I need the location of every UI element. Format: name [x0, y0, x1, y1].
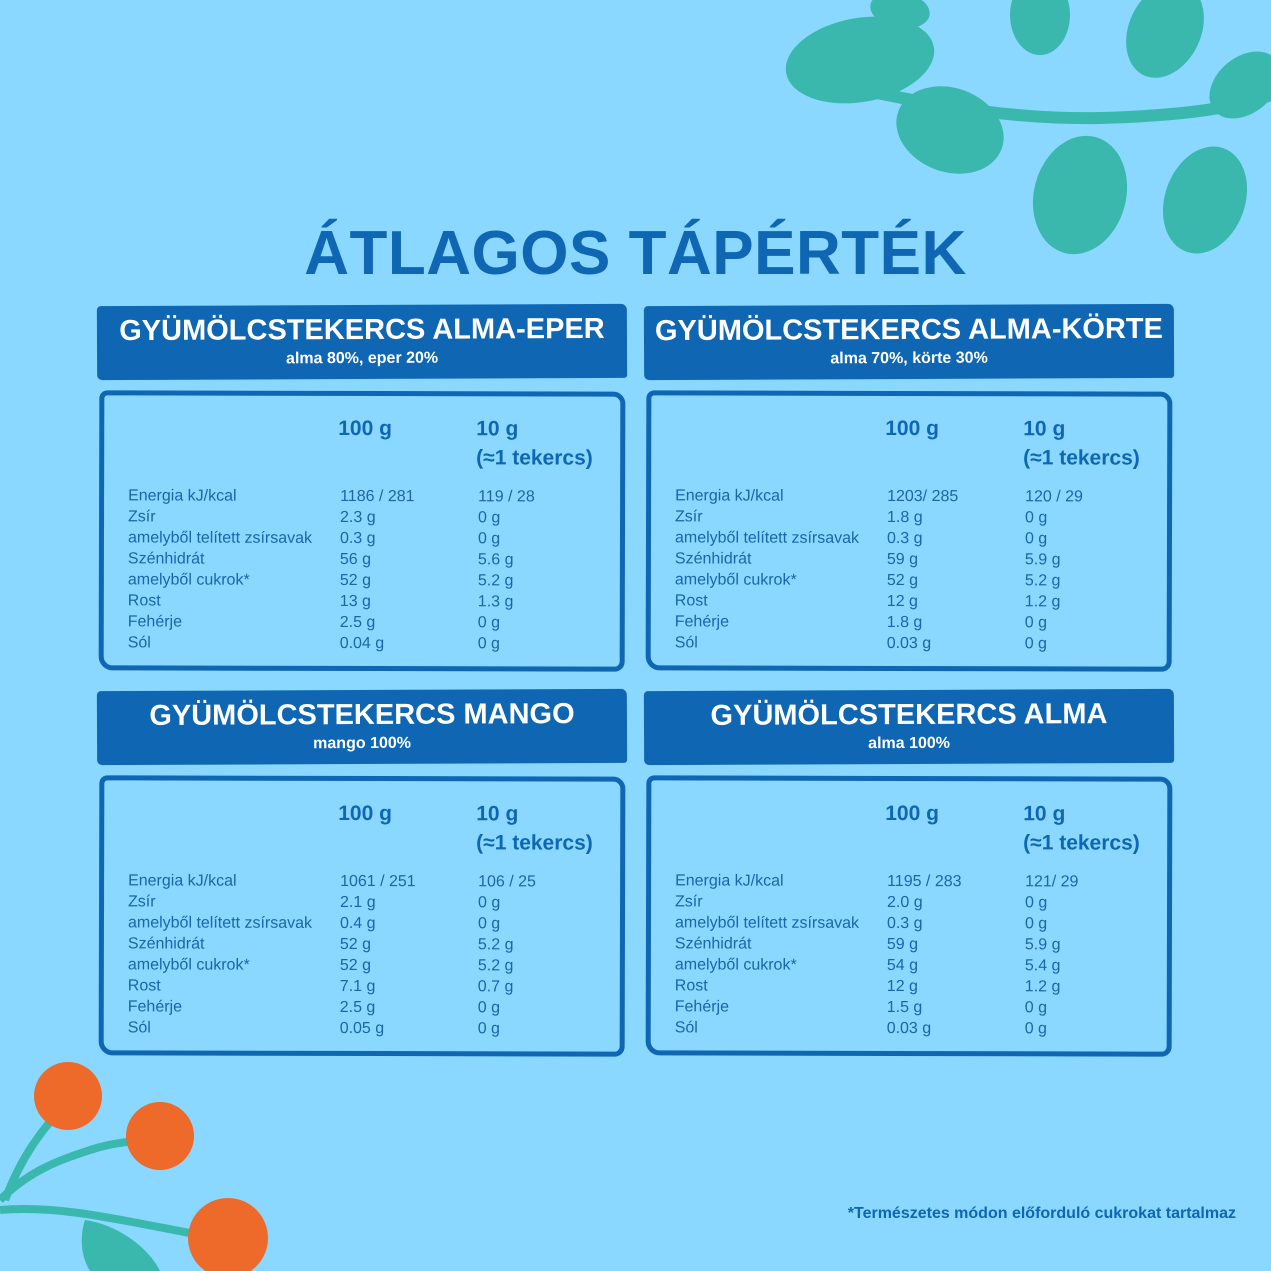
value-100g: 59 g [886, 935, 919, 954]
value-10g: 0 g [1024, 999, 1048, 1017]
value-10g: 0.7 g [477, 978, 514, 996]
value-10g: 121/ 29 [1025, 873, 1079, 891]
table-row [128, 891, 608, 913]
value-10g: 1.2 g [1024, 978, 1061, 996]
nutrition-rows [675, 485, 1155, 654]
nutrient-label: Zsír [675, 893, 703, 911]
table-row [675, 933, 1155, 955]
nutrition-table [646, 390, 1173, 671]
product-name: GYÜMÖLCSTEKERCS ALMA [710, 698, 1108, 732]
table-row [128, 548, 608, 570]
value-10g: 5.2 g [477, 572, 514, 590]
table-row [675, 1017, 1155, 1039]
table-row [128, 485, 608, 507]
value-100g: 1.8 g [887, 508, 923, 527]
card-header [97, 689, 627, 765]
card-header [644, 304, 1174, 380]
value-10g: 5.4 g [1024, 957, 1061, 975]
table-row [128, 954, 608, 976]
value-100g: 1061 / 251 [340, 872, 416, 891]
value-100g: 1186 / 281 [340, 487, 415, 506]
value-100g: 1.5 g [886, 998, 923, 1017]
value-10g: 120 / 29 [1025, 488, 1083, 506]
nutrient-label: Szénhidrát [674, 550, 752, 568]
nutrient-label: Szénhidrát [127, 550, 205, 568]
value-10g: 5.2 g [1024, 572, 1061, 590]
table-row [128, 912, 608, 934]
value-100g: 0.03 g [886, 1019, 932, 1038]
value-10g: 0 g [477, 614, 501, 632]
value-10g: 0 g [478, 509, 501, 527]
table-row [675, 912, 1155, 934]
value-100g: 2.3 g [340, 508, 376, 527]
column-header-10g-note: (≈1 tekercs) [476, 831, 593, 855]
column-header-100g: 100 g [338, 801, 393, 826]
value-10g: 0 g [1025, 894, 1048, 912]
table-row [675, 870, 1155, 892]
value-10g: 1.3 g [477, 593, 514, 611]
value-10g: 5.2 g [477, 936, 514, 954]
value-10g: 0 g [1025, 509, 1048, 527]
value-10g: 0 g [477, 635, 500, 653]
table-row [675, 590, 1155, 612]
card-header [644, 689, 1174, 765]
value-100g: 2.0 g [887, 893, 923, 912]
table-row [675, 569, 1155, 591]
nutrition-table [646, 775, 1173, 1056]
ingredients: alma 80%, eper 20% [285, 349, 439, 368]
nutrient-label: Sól [674, 634, 698, 652]
table-row [128, 996, 608, 1018]
nutrient-label: Fehérje [674, 613, 730, 631]
nutrient-label: amelyből cukrok* [127, 571, 250, 589]
nutrient-label: Rost [127, 592, 161, 610]
value-100g: 0.3 g [339, 529, 376, 548]
value-100g: 2.5 g [339, 998, 376, 1017]
value-100g: 54 g [886, 956, 919, 975]
nutrient-label: amelyből telített zsírsavak [674, 529, 860, 547]
table-row [675, 548, 1155, 570]
column-header-10g: 10 g [476, 802, 519, 826]
value-100g: 59 g [886, 550, 919, 569]
value-100g: 1195 / 283 [887, 872, 962, 891]
value-100g: 56 g [339, 550, 372, 569]
value-10g: 0 g [1024, 1020, 1047, 1038]
value-10g: 1.2 g [1024, 593, 1061, 611]
nutrient-label: Szénhidrát [127, 935, 205, 953]
value-10g: 0 g [477, 915, 501, 933]
value-10g: 0 g [1024, 915, 1048, 933]
value-10g: 5.2 g [477, 957, 514, 975]
nutrient-label: Energia kJ/kcal [675, 872, 784, 890]
nutrition-rows [128, 870, 608, 1039]
nutrient-label: amelyből cukrok* [674, 571, 797, 589]
value-10g: 0 g [1024, 530, 1048, 548]
value-100g: 1.8 g [886, 613, 923, 632]
table-row [675, 611, 1155, 633]
nutrient-label: Rost [127, 977, 161, 995]
nutrient-label: amelyből cukrok* [674, 956, 797, 974]
product-name: GYÜMÖLCSTEKERCS ALMA-EPER [119, 312, 605, 348]
value-10g: 0 g [477, 999, 501, 1017]
value-100g: 2.5 g [339, 613, 376, 632]
product-name: GYÜMÖLCSTEKERCS MANGO [149, 698, 575, 732]
value-100g: 52 g [886, 571, 919, 590]
nutrient-label: Zsír [128, 508, 156, 526]
table-row [675, 975, 1155, 997]
column-header-100g: 100 g [885, 416, 940, 441]
table-row [675, 485, 1155, 507]
nutrient-label: Zsír [128, 893, 156, 911]
value-100g: 13 g [339, 592, 371, 611]
column-header-100g: 100 g [885, 801, 940, 826]
table-row [675, 527, 1155, 549]
nutrient-label: amelyből telített zsírsavak [127, 914, 313, 932]
nutrition-table [99, 390, 626, 671]
table-row [128, 569, 608, 591]
value-100g: 52 g [339, 956, 372, 975]
page-title: ÁTLAGOS TÁPÉRTÉK [304, 219, 967, 288]
table-row [128, 870, 608, 892]
value-100g: 1203/ 285 [887, 487, 959, 506]
product-name: GYÜMÖLCSTEKERCS ALMA-KÖRTE [654, 312, 1164, 348]
value-100g: 12 g [886, 592, 918, 611]
value-100g: 0.03 g [886, 634, 932, 653]
value-10g: 0 g [477, 530, 501, 548]
nutrient-label: amelyből telített zsírsavak [127, 529, 313, 547]
value-10g: 5.9 g [1024, 551, 1061, 569]
table-row [675, 891, 1155, 913]
column-header-10g: 10 g [1023, 802, 1066, 826]
nutrient-label: Sól [127, 634, 151, 652]
table-row [675, 506, 1155, 528]
nutrient-label: Szénhidrát [674, 935, 752, 953]
nutrition-table [99, 775, 626, 1056]
value-10g: 0 g [1024, 635, 1047, 653]
table-row [128, 632, 608, 654]
value-100g: 0.3 g [886, 529, 923, 548]
column-header-10g-note: (≈1 tekercs) [1023, 446, 1140, 470]
value-100g: 0.4 g [339, 914, 376, 933]
nutrient-label: Sól [674, 1019, 698, 1037]
nutrient-label: Energia kJ/kcal [128, 872, 237, 890]
value-10g: 106 / 25 [478, 873, 536, 891]
nutrient-label: Fehérje [127, 998, 183, 1016]
table-row [128, 611, 608, 633]
nutrient-label: Sól [127, 1019, 151, 1037]
value-10g: 5.6 g [477, 551, 514, 569]
column-header-100g: 100 g [338, 416, 393, 441]
table-row [675, 632, 1155, 654]
column-header-10g: 10 g [476, 417, 519, 441]
ingredients: mango 100% [313, 734, 412, 753]
nutrient-label: Fehérje [127, 613, 183, 631]
value-100g: 52 g [339, 571, 372, 590]
card-header [97, 304, 627, 380]
nutrition-rows [675, 870, 1155, 1039]
value-10g: 5.9 g [1024, 936, 1061, 954]
value-100g: 52 g [339, 935, 372, 954]
value-100g: 0.3 g [886, 914, 923, 933]
nutrient-label: Rost [674, 592, 708, 610]
nutrient-label: amelyből telített zsírsavak [674, 914, 860, 932]
ingredients: alma 100% [868, 734, 951, 753]
column-header-10g-note: (≈1 tekercs) [1023, 831, 1140, 855]
value-100g: 2.1 g [340, 893, 376, 912]
table-row [128, 1017, 608, 1039]
nutrient-label: Energia kJ/kcal [128, 487, 237, 505]
nutrient-label: Energia kJ/kcal [675, 487, 784, 505]
value-100g: 0.05 g [339, 1019, 385, 1038]
value-100g: 0.04 g [339, 634, 385, 653]
value-10g: 0 g [478, 894, 501, 912]
value-10g: 0 g [477, 1020, 500, 1038]
column-header-10g: 10 g [1023, 417, 1066, 441]
table-row [675, 996, 1155, 1018]
nutrition-rows [128, 485, 608, 654]
table-row [128, 975, 608, 997]
value-100g: 12 g [886, 977, 918, 996]
column-header-10g-note: (≈1 tekercs) [476, 446, 593, 470]
footnote: *Természetes módon előforduló cukrokat tartalmaz [847, 1205, 1236, 1222]
nutrient-label: Fehérje [674, 998, 730, 1016]
nutrient-label: amelyből cukrok* [127, 956, 250, 974]
table-row [128, 506, 608, 528]
value-10g: 119 / 28 [478, 488, 535, 506]
table-row [128, 590, 608, 612]
value-10g: 0 g [1024, 614, 1048, 632]
table-row [128, 527, 608, 549]
table-row [675, 954, 1155, 976]
value-100g: 7.1 g [339, 977, 376, 996]
nutrient-label: Zsír [675, 508, 703, 526]
nutrient-label: Rost [674, 977, 708, 995]
table-row [128, 933, 608, 955]
ingredients: alma 70%, körte 30% [830, 349, 988, 368]
